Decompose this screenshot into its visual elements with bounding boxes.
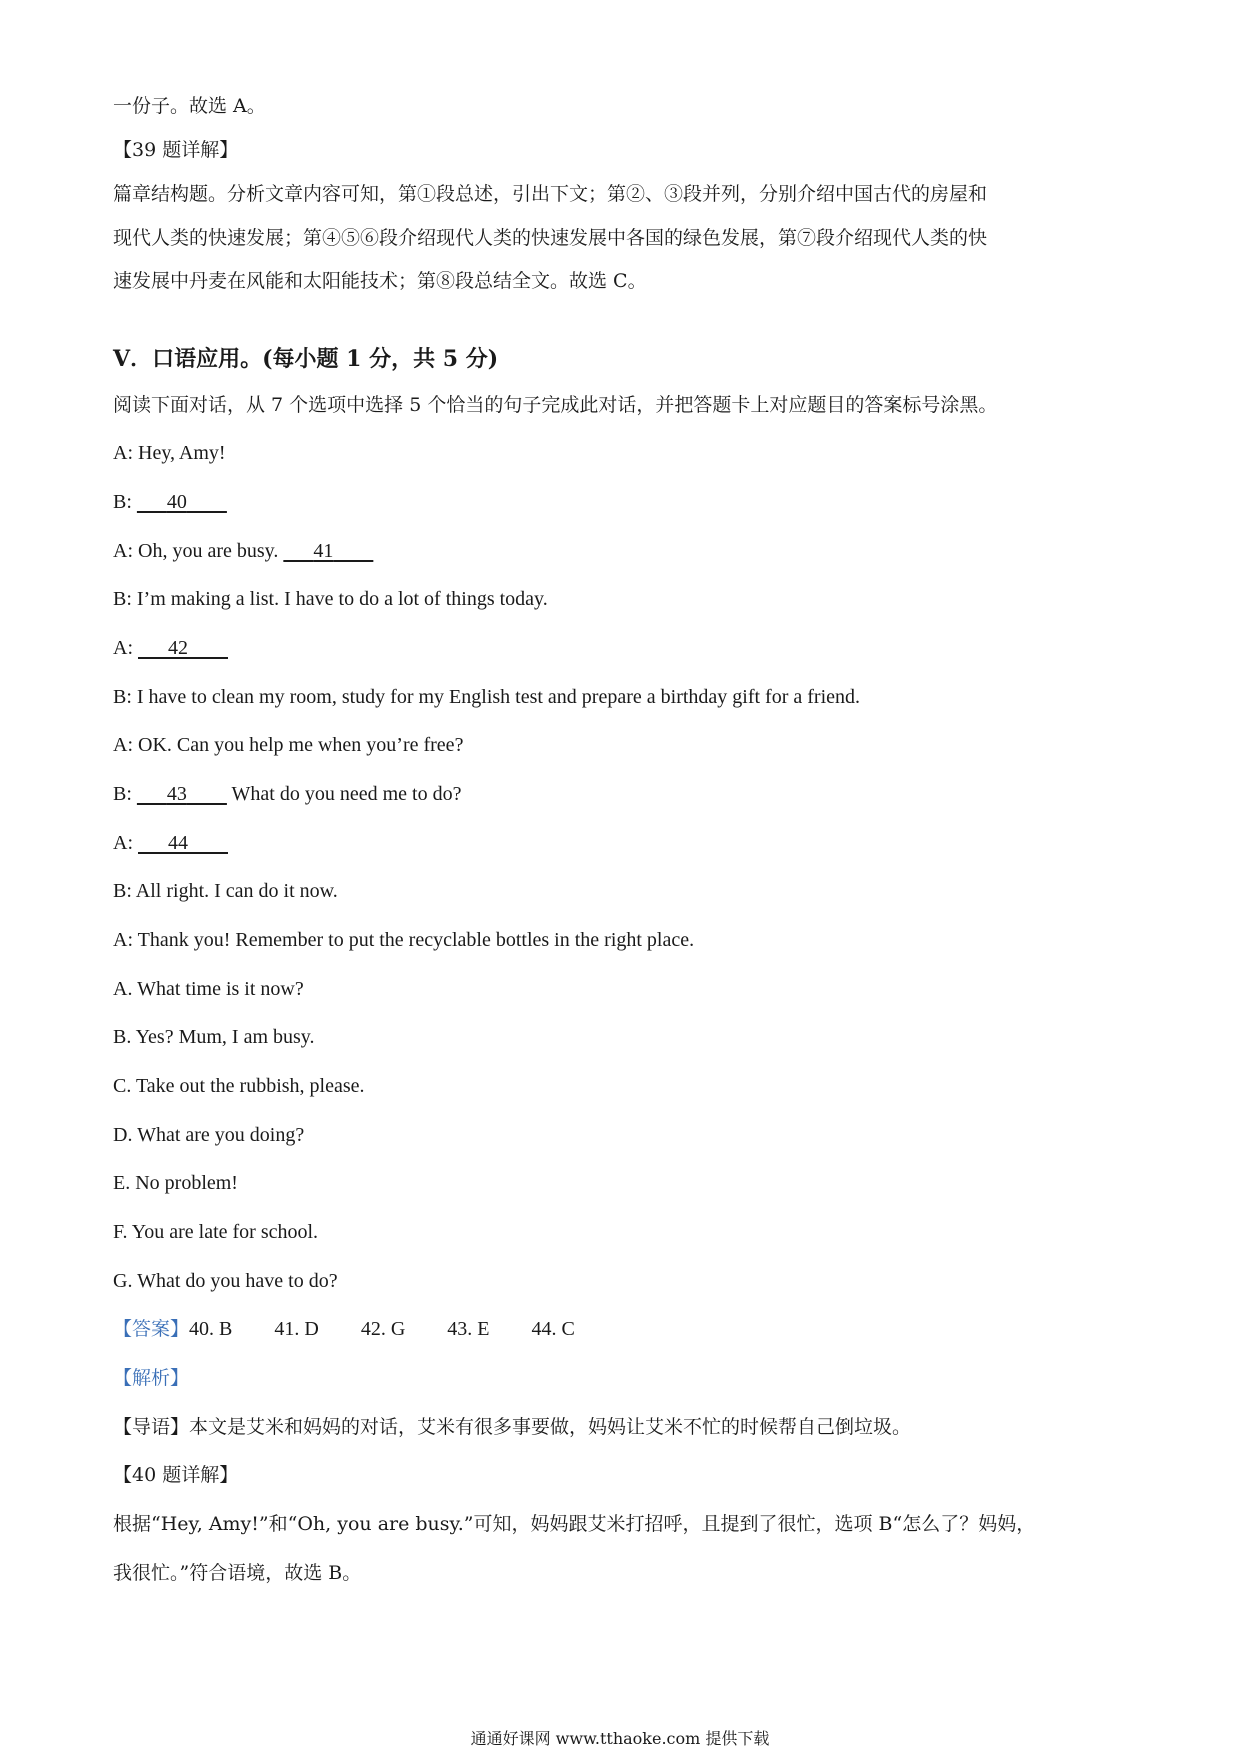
- dialogue-line: [113, 635, 228, 661]
- text-line: 现代人类的快速发展；第④⑤⑥段介绍现代人类的快速发展中各国的绿色发展，第⑦段介绍现代人类的快: [113, 227, 988, 249]
- speaker: A:: [113, 637, 138, 659]
- answer-blank-43: [137, 781, 227, 807]
- answer-item: 43. E: [447, 1318, 490, 1340]
- answer-item: 44. C: [531, 1318, 575, 1340]
- instruction-text: 阅读下面对话，从 7 个选项中选择 5 个恰当的句子完成此对话，并把答题卡上对应题目的答案标号涂黑。: [113, 394, 998, 416]
- section-title: V．口语应用。(每小题 1 分，共 5 分): [113, 346, 499, 372]
- answer-label: 【答案】: [113, 1318, 190, 1340]
- answer-item: 42. G: [360, 1318, 406, 1340]
- option-f: F. You are late for school.: [113, 1221, 319, 1243]
- option-b: B. Yes? Mum, I am busy.: [113, 1026, 315, 1048]
- text-line: 一份子。故选 A。: [113, 95, 266, 117]
- dialogue-line: B: I’m making a list. I have to do a lot of things today.: [113, 588, 548, 610]
- dialogue-line: A: OK. Can you help me when you’re free?: [113, 734, 464, 756]
- question-40-heading: 【40 题详解】: [113, 1464, 239, 1486]
- blank-number: 41: [313, 540, 334, 562]
- dialogue-text: A: Oh, you are busy.: [113, 540, 284, 562]
- dialogue-line: [113, 781, 461, 807]
- dialogue-line: [113, 538, 373, 564]
- text-line: 根据“Hey, Amy!”和“Oh, you are busy.”可知，妈妈跟艾米打招呼，且提到了很忙，选项 B“怎么了？妈妈，: [113, 1513, 1036, 1535]
- question-39-heading: 【39 题详解】: [113, 139, 239, 161]
- option-d: D. What are you doing?: [113, 1124, 305, 1146]
- option-g: G. What do you have to do?: [113, 1270, 338, 1292]
- blank-number: 42: [168, 637, 188, 659]
- option-a: A. What time is it now?: [113, 978, 304, 1000]
- speaker: A:: [113, 832, 138, 854]
- analysis-label: 【解析】: [113, 1367, 190, 1389]
- text-line: 速发展中丹麦在风能和太阳能技术；第⑧段总结全文。故选 C。: [113, 270, 647, 292]
- dialogue-text: What do you need me to do?: [226, 783, 462, 805]
- answer-row: [113, 1316, 575, 1342]
- speaker: B:: [113, 783, 137, 805]
- dialogue-line: [113, 489, 227, 515]
- answer-blank-40: [137, 489, 227, 515]
- speaker: B:: [113, 491, 137, 513]
- blank-number: 40: [166, 491, 187, 513]
- dialogue-line: B: I have to clean my room, study for my English test and prepare a birthday gift for a friend.: [113, 686, 861, 708]
- blank-number: 43: [166, 783, 187, 805]
- dialogue-line: A: Thank you! Remember to put the recyclable bottles in the right place.: [113, 929, 695, 951]
- answer-item: 41. D: [274, 1318, 319, 1340]
- answer-blank-42: [138, 635, 228, 661]
- dialogue-line: B: All right. I can do it now.: [113, 880, 338, 902]
- answer-blank-41: [283, 538, 373, 564]
- dialogue-line: A: Hey, Amy!: [113, 442, 226, 464]
- text-line: 篇章结构题。分析文章内容可知，第①段总述，引出下文；第②、③段并列，分别介绍中国古代的房屋和: [113, 183, 988, 205]
- text-line: 我很忙。”符合语境，故选 B。: [113, 1562, 362, 1584]
- dialogue-line: [113, 830, 228, 856]
- answer-blank-44: [138, 830, 228, 856]
- option-e: E. No problem!: [113, 1172, 238, 1194]
- answer-item: 40. B: [189, 1318, 233, 1340]
- intro-text: 【导语】本文是艾米和妈妈的对话，艾米有很多事要做，妈妈让艾米不忙的时候帮自己倒垃圾。: [113, 1416, 912, 1438]
- option-c: C. Take out the rubbish, please.: [113, 1075, 365, 1097]
- page-footer: 通通好课网 www.tthaoke.com 提供下载: [470, 1729, 770, 1748]
- blank-number: 44: [168, 832, 188, 854]
